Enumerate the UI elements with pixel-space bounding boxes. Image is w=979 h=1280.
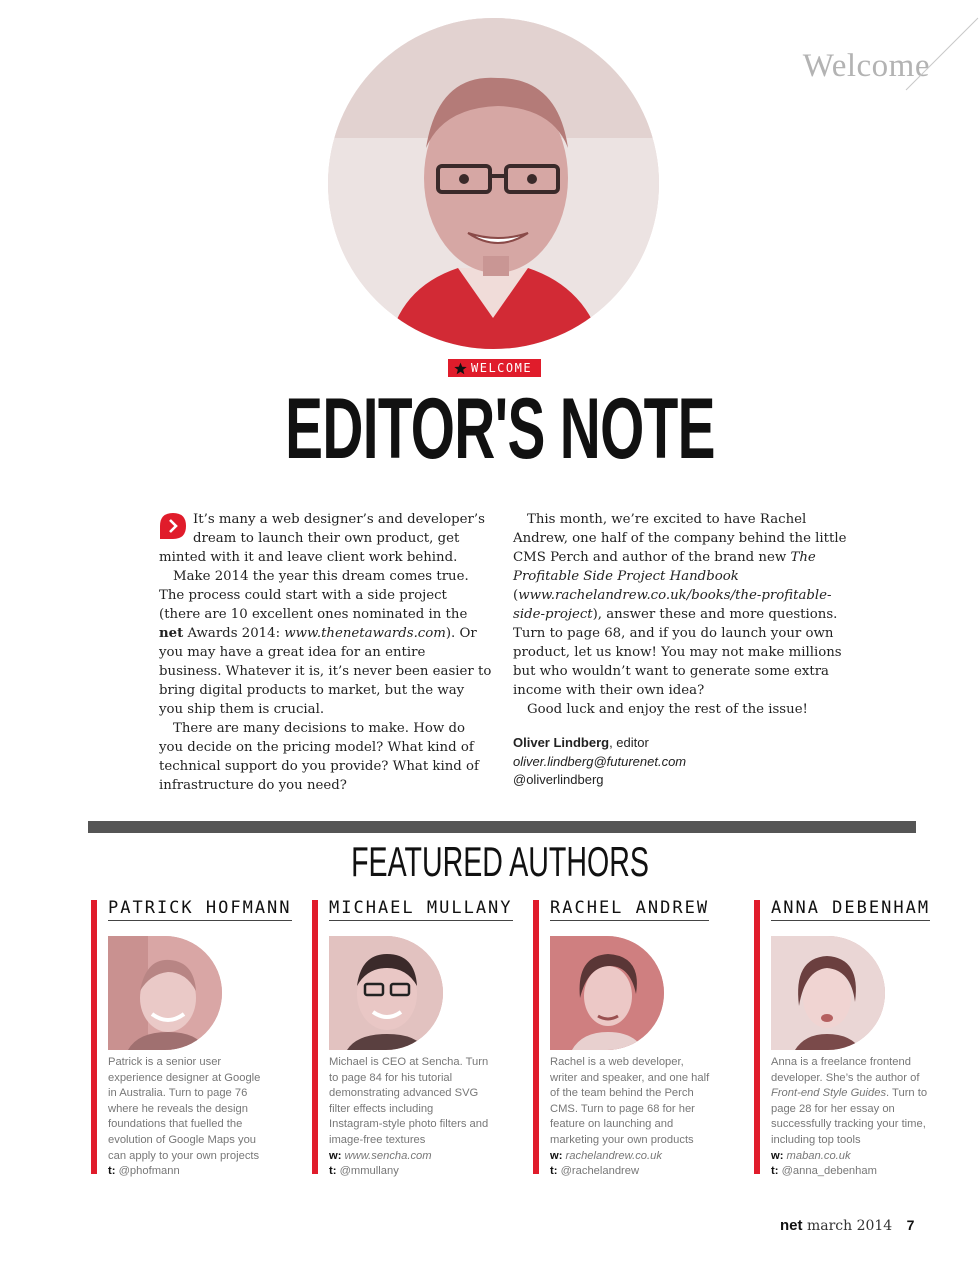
author-twitter-link[interactable]: @phofmann bbox=[118, 1165, 180, 1178]
editor-signature: Oliver Lindberg, editor oliver.lindberg@futurenet.com @oliverlindberg bbox=[513, 734, 853, 790]
page-footer bbox=[780, 1217, 914, 1234]
issue-date: march 2014 bbox=[806, 1218, 893, 1234]
author-name: MICHAEL MULLANY bbox=[329, 898, 513, 921]
accent-bar bbox=[91, 900, 97, 1174]
author-name: ANNA DEBENHAM bbox=[771, 898, 930, 921]
editor-portrait bbox=[328, 18, 659, 349]
corner-decoration bbox=[900, 16, 979, 96]
featured-authors-title: FEATURED AUTHORS bbox=[351, 838, 649, 885]
editor-email-link[interactable]: oliver.lindberg@futurenet.com bbox=[513, 753, 687, 769]
intro-right-column bbox=[513, 510, 853, 790]
accent-bar bbox=[533, 900, 539, 1174]
star-icon bbox=[454, 362, 467, 375]
author-twitter-link[interactable]: @mmullany bbox=[339, 1165, 399, 1178]
section-divider bbox=[88, 821, 916, 833]
author-bio: Anna is a freelance frontend developer. She’s the author of Front-end Style Guides. Turn to page 28 for her essay on successfully tracking your time, including top tools w: maban.co.uk t: @anna_debenham bbox=[771, 1056, 928, 1178]
author-name: PATRICK HOFMANN bbox=[108, 898, 292, 921]
section-label: Welcome bbox=[802, 48, 930, 84]
author-website-link[interactable]: maban.co.uk bbox=[786, 1149, 851, 1162]
magazine-brand: net bbox=[780, 1217, 803, 1234]
page-title: EDITOR'S NOTE bbox=[285, 381, 715, 477]
author-bio: Michael is CEO at Sencha. Turn to page 84 for his tutorial demonstrating advanced SVG filter effects including Instagram-style photo filters and image-free textures w: www.sencha.com t: @mmullany bbox=[329, 1056, 489, 1178]
author-name: RACHEL ANDREW bbox=[550, 898, 709, 921]
section-tag bbox=[448, 359, 541, 377]
page-number: 7 bbox=[906, 1217, 915, 1233]
author-bio: Rachel is a web developer, writer and speaker, and one half of the team behind the Perch CMS. Turn to page 68 for her feature on launching and marketing your own products w: rachelandrew.co.uk t: @rachelandrew bbox=[550, 1056, 710, 1178]
avatar bbox=[550, 936, 664, 1050]
intro-paragraph: This month, we’re excited to have Rachel Andrew, one half of the company behind the little CMS Perch and author of the brand new The Profitable Side Project Handbook (www.rachelandrew.co.uk/books/the-profitable-side-project), answer these and more questions. Turn to page 68, and if you do launch your own product, let us know! You may not make millions but who wouldn’t want to generate some extra income with their own idea? bbox=[513, 512, 847, 698]
accent-bar bbox=[754, 900, 760, 1174]
intro-paragraph: There are many decisions to make. How do you decide on the pricing model? What kind of technical support do you provide? What kind of infrastructure do you need? bbox=[159, 721, 479, 793]
intro-paragraph: Good luck and enjoy the rest of the issue! bbox=[527, 702, 808, 717]
author-card bbox=[108, 898, 313, 1178]
author-card bbox=[329, 898, 534, 1178]
avatar bbox=[329, 936, 443, 1050]
author-twitter-link[interactable]: @rachelandrew bbox=[560, 1165, 640, 1178]
accent-bar bbox=[312, 900, 318, 1174]
tag-label: WELCOME bbox=[471, 361, 533, 375]
intro-paragraph: Make 2014 the year this dream comes true. The process could start with a side project (there are 10 excellent ones nominated in the net Awards 2014: www.thenetawards.com). Or you may have a great idea for an entire business. Whatever it is, it’s never been easier to bring digital products to market, but the way you ship them is crucial. bbox=[159, 569, 492, 717]
author-card bbox=[550, 898, 755, 1178]
author-card bbox=[771, 898, 976, 1178]
editor-name: Oliver Lindberg bbox=[513, 735, 610, 750]
author-website-link[interactable]: rachelandrew.co.uk bbox=[565, 1149, 662, 1162]
avatar bbox=[108, 936, 222, 1050]
editor-twitter-link[interactable]: @oliverlindberg bbox=[513, 772, 604, 787]
intro-paragraph: It’s many a web designer’s and developer’s dream to launch their own product, get minted with it and leave client work behind. bbox=[159, 512, 485, 565]
chevron-right-icon bbox=[159, 512, 187, 540]
author-website-link[interactable]: www.sencha.com bbox=[344, 1149, 432, 1162]
avatar bbox=[771, 936, 885, 1050]
author-twitter-link[interactable]: @anna_debenham bbox=[781, 1165, 877, 1178]
author-bio: Patrick is a senior user experience designer at Google in Australia. Turn to page 76 where he reveals the design foundations that fuelled the evolution of Google Maps you can apply to your own projects t: @phofmann bbox=[108, 1056, 261, 1178]
intro-left-column bbox=[159, 510, 492, 795]
